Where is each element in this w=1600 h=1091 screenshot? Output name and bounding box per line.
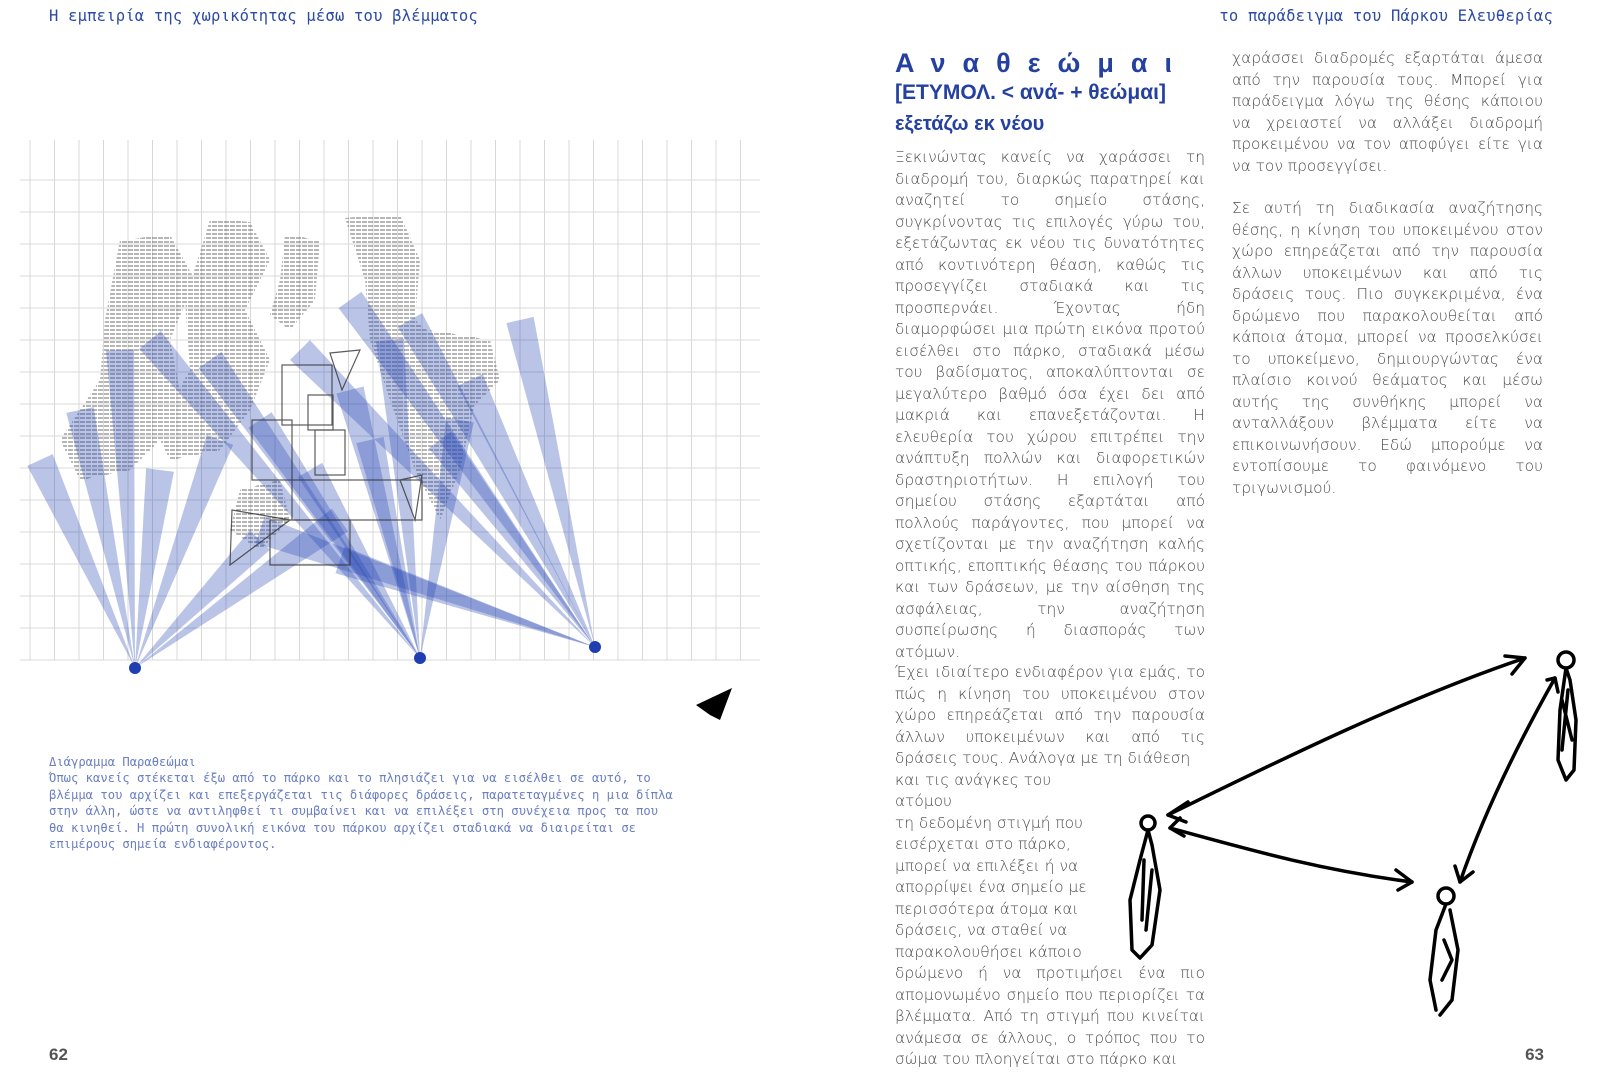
paragraph: δρώμενο ή να προτιμήσει ένα πιο απομονωμένο σημείο που περιορίζει τα βλέμματα. Από τη στιγμή που κινείται ανάμεσα σε άλλους, ο τρόπος που το σώμα του πλοηγείται στο πάρκο και	[895, 964, 1205, 1068]
triangulation-sketch	[1100, 620, 1580, 1020]
page-number-left: 62	[49, 1045, 68, 1064]
gaze-arrows	[1168, 656, 1558, 890]
gaze-arrow	[1170, 828, 1412, 882]
text-line: μπορεί να επιλέξει ή να	[895, 856, 1079, 875]
paragraph: Ξεκινώντας κανείς να χαράσσει τη διαδρομή του, διαρκώς παρατηρεί και αναζητεί το σημείο στάσης, συγκρίνοντας τις επιλογές γύρω του, εξετάζωντας εκ νέου τις δυνατότητες από κοντινότερη θέαση, καθώς τις προσεγγίζει σταδιακά και τις προσπερνάει. Έχοντας ήδη διαμορφώσει μια πρώτη εικόνα προτού εισέλθει στο πάρκο, σταδιακά μέσω του βαδίσματος, αποκαλύπτονται σε μεγαλύτερο βαθμό όσα έχει δει από μακριά και επανεξετάζονται. Η ελευθερία του χώρου επιτρέπει την ανάπτυξη πολλών και διαφορετικών δραστηριοτήτων. Η επιλογή του σημείου στάσης εξαρτάται από πολλούς παράγοντες, που μπορεί να σχετίζονται με την αναζήτηση καλής οπτικής, εποπτικής θέασης του πάρκου και των δράσεων, με την αίσθηση της ασφάλειας, την αναζήτηση συσπείρωσης ή διασποράς των ατόμων.	[895, 148, 1205, 661]
text-line: τη δεδομένη στιγμή που	[895, 813, 1083, 832]
running-header-left: Η εμπειρία της χωρικότητας μέσω του βλέμματος	[49, 7, 478, 25]
viewpoint-dot	[414, 652, 426, 664]
paragraph: Έχει ιδιαίτερο ενδιαφέρον για εμάς, το πώς η κίνηση του υποκειμένου στον χώρο επηρεάζεται από την παρουσία άλλων υποκειμένων και από τις δράσεις τους. Ανάλογα με τη διάθεση	[895, 663, 1205, 767]
paragraph: χαράσσει διαδρομές εξαρτάται άμεσα από την παρουσία τους. Μπορεί για παράδειγμα λόγω της θέσης κάποιου να χρειαστεί να αλλάξει διαδρομή προκειμένου να τον αποφύγει είτε για να τον προσεγγίσει.	[1232, 49, 1543, 175]
caption-line: στην άλλη, ώστε να αντιληφθεί τι συμβαίνει και να επιλέξει στη συνέχεια προς τα που	[49, 804, 659, 819]
term-etymology: [ΕΤΥΜΟΛ. < ανά- + θεώμαι]	[895, 81, 1166, 104]
text-line: παρακολουθήσει κάποιο	[895, 942, 1082, 961]
north-arrow-icon	[696, 688, 732, 720]
text-line: περισσότερα άτομα και	[895, 899, 1079, 918]
person-figure-left	[1130, 816, 1160, 958]
caption-line: θα κινηθεί. Η πρώτη συνολική εικόνα του πάρκου αρχίζει σταδιακά να διαιρείται σε	[49, 820, 636, 835]
paragraph: Σε αυτή τη διαδικασία αναζήτησης θέσης, η κίνηση του υποκειμένου στον χώρο επηρεάζεται από την παρουσία άλλων υποκειμένων και από τις δράσεις τους. Πιο συγκεκριμένα, ένα δρώμενο που παρακολουθείται από κάποια άτομα, μπορεί να προσελκύσει το υποκείμενο, δημιουργώντας ένα πλαίσιο κοινού θεάματος και μέσω αυτής της συνθήκης μπορεί να ανταλλάξουν βλέμματα είτε να επικοινωνήσουν. Εδώ μπορούμε να εντοπίσουμε το φαινόμενο του τριγωνισμού.	[1232, 199, 1543, 497]
viewpoints	[129, 641, 601, 674]
term-heading	[895, 47, 1215, 139]
paragraph-narrow-block	[895, 770, 1095, 964]
caption-line: επιμέρους σημεία ενδιαφέροντος.	[49, 837, 277, 852]
gaze-arrow	[1168, 658, 1525, 815]
paratheomai-diagram	[20, 140, 760, 730]
page-number-right: 63	[1525, 1045, 1544, 1064]
text-line: εισέρχεται στο πάρκο,	[895, 835, 1071, 853]
crowd-zone	[270, 235, 320, 330]
diagram-caption	[49, 754, 749, 852]
running-header-right: το παράδειγμα του Πάρκου Ελευθερίας	[1219, 7, 1553, 25]
caption-line: Όπως κανείς στέκεται έξω από το πάρκο και το πλησιάζει για να εισέλθει σε αυτό, το	[49, 771, 651, 786]
text-line: απορρίψει ένα σημείο με	[895, 878, 1087, 896]
gaze-arrow	[1460, 678, 1555, 882]
person-figure-top-right	[1558, 652, 1576, 780]
body-column-right	[1232, 48, 1543, 499]
viewpoint-dot	[589, 641, 601, 653]
term-word: Αναθεώμαι	[895, 48, 1189, 78]
person-figure-bottom	[1430, 888, 1458, 1015]
term-meaning: εξετάζω εκ νέου	[895, 113, 1045, 135]
text-line: και τις ανάγκες του ατόμου	[895, 770, 1052, 810]
text-line: δράσεις, να σταθεί να	[895, 921, 1068, 939]
caption-line: βλέμμα του αρχίζει και επεξεργάζεται τις διάφορες δράσεις, παρατεταγμένες η μια δίπλα	[49, 787, 673, 802]
body-column-middle	[895, 147, 1205, 663]
caption-title: Διάγραμμα Παραθεώμαι	[49, 755, 196, 769]
viewpoint-dot	[129, 662, 141, 674]
